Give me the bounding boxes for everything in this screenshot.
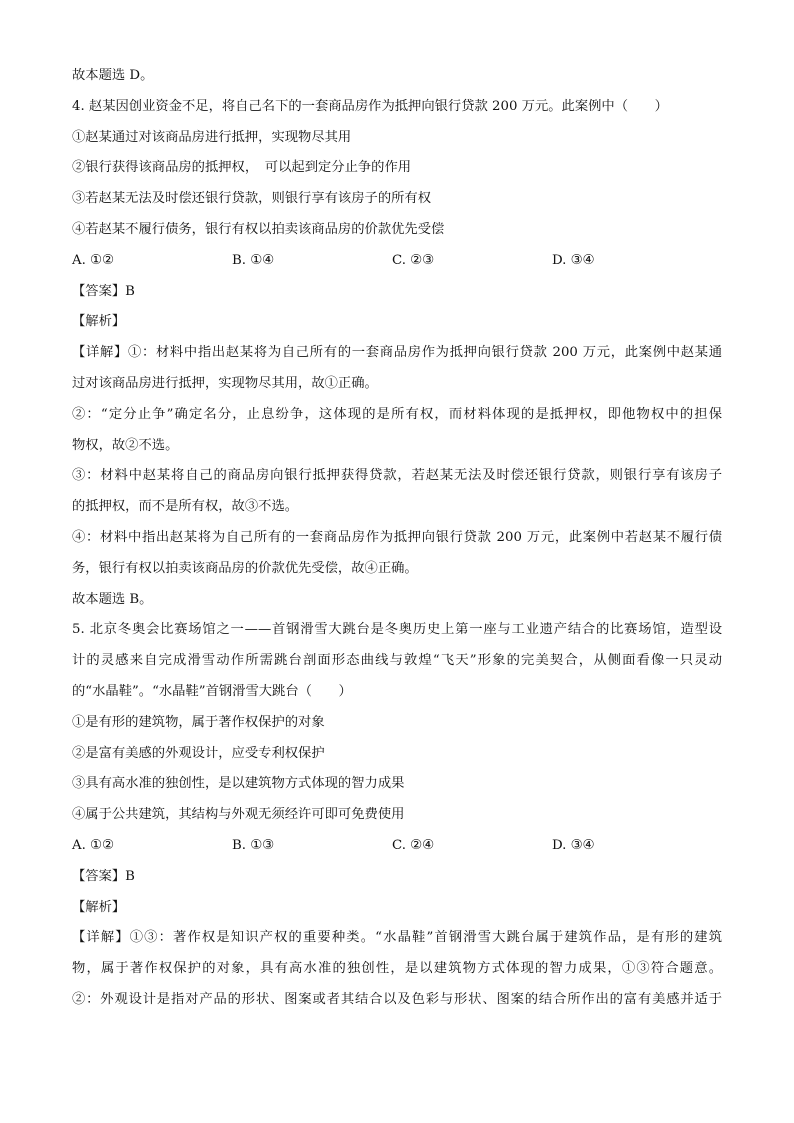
q4-statement: ②银行获得该商品房的抵押权， 可以起到定分止争的作用 (72, 160, 412, 176)
q4-answer: 【答案】B (72, 283, 135, 299)
q5-stem-line: 计的灵感来自完成滑雪动作所需跳台剖面形态曲线与敦煌“飞天”形象的完美契合，从侧面看像一只灵动 (72, 653, 722, 669)
q5-statement: ②是富有美感的外观设计，应受专利权保护 (72, 745, 325, 761)
q4-option-b: B. ①④ (232, 252, 275, 268)
q5-explanation-line: ②：外观设计是指对产品的形状、图案或者其结合以及色彩与形状、图案的结合所作出的富有美感并适于 (72, 991, 722, 1007)
q4-explanation-line: 过对该商品房进行抵押，实现物尽其用，故①正确。 (72, 375, 378, 391)
q4-statement: ①赵某通过对该商品房进行抵押，实现物尽其用 (72, 129, 352, 145)
q5-option-c: C. ②④ (392, 837, 434, 853)
q4-statement: ④若赵某不履行债务，银行有权以拍卖该商品房的价款优先受偿 (72, 221, 445, 237)
q5-option-d: D. ③④ (552, 837, 595, 853)
q5-stem-line: 的“水晶鞋”。“水晶鞋”首钢滑雪大跳台（ ） (72, 683, 352, 699)
q4-statement: ③若赵某无法及时偿还银行贷款，则银行享有该房子的所有权 (72, 191, 432, 207)
q4-analysis-label: 【解析】 (72, 314, 126, 330)
q5-option-b: B. ①③ (232, 837, 275, 853)
q4-explanation-line: 的抵押权，而不是所有权，故③不选。 (72, 499, 299, 515)
q4-explanation-line: 务，银行有权以拍卖该商品房的价款优先受偿，故④正确。 (72, 560, 418, 576)
document-page (72, 61, 722, 1016)
q5-answer: 【答案】B (72, 868, 135, 884)
q5-option-a: A. ①② (72, 837, 114, 853)
q5-statement: ①是有形的建筑物，属于著作权保护的对象 (72, 714, 325, 730)
q5-stem-line: 5. 北京冬奥会比赛场馆之一——首钢滑雪大跳台是冬奥历史上第一座与工业遗产结合的比赛场馆，造型设 (72, 622, 722, 638)
q4-explanation-line: 【详解】①：材料中指出赵某将为自己所有的一套商品房作为抵押向银行贷款 200 万元，此案例中赵某通 (72, 345, 722, 361)
q4-explanation-line: ②：“定分止争”确定名分，止息纷争，这体现的是所有权，而材料体现的是抵押权，即他物权中的担保 (72, 406, 722, 422)
q4-options (72, 246, 722, 277)
q4-option-a: A. ①② (72, 252, 114, 268)
q5-analysis-label: 【解析】 (72, 899, 126, 915)
q5-explanation-line: 【详解】①③：著作权是知识产权的重要种类。“水晶鞋”首钢滑雪大跳台属于建筑作品，是有形的建筑 (72, 930, 722, 946)
q4-explanation-line: ④：材料中指出赵某将为自己所有的一套商品房作为抵押向银行贷款 200 万元，此案例中若赵某不履行债 (72, 529, 722, 545)
q4-option-c: C. ②③ (392, 252, 434, 268)
q3-conclusion: 故本题选 D。 (72, 68, 154, 83)
q5-statement: ④属于公共建筑，其结构与外观无须经许可即可免费使用 (72, 807, 405, 823)
q4-explanation-line: ③：材料中赵某将自己的商品房向银行抵押获得贷款，若赵某无法及时偿还银行贷款，则银行享有该房子 (72, 468, 722, 484)
q5-explanation-line: 物，属于著作权保护的对象，具有高水准的独创性，是以建筑物方式体现的智力成果，①③符合题意。 (72, 961, 722, 977)
q5-statement: ③具有高水准的独创性，是以建筑物方式体现的智力成果 (72, 776, 405, 792)
q4-conclusion: 故本题选 B。 (72, 591, 153, 607)
q4-option-d: D. ③④ (552, 252, 595, 268)
q5-options (72, 831, 722, 862)
q4-stem: 4. 赵某因创业资金不足，将自己名下的一套商品房作为抵押向银行贷款 200 万元。此案例中（ ） (72, 98, 668, 114)
q4-explanation-line: 物权，故②不选。 (72, 437, 179, 453)
